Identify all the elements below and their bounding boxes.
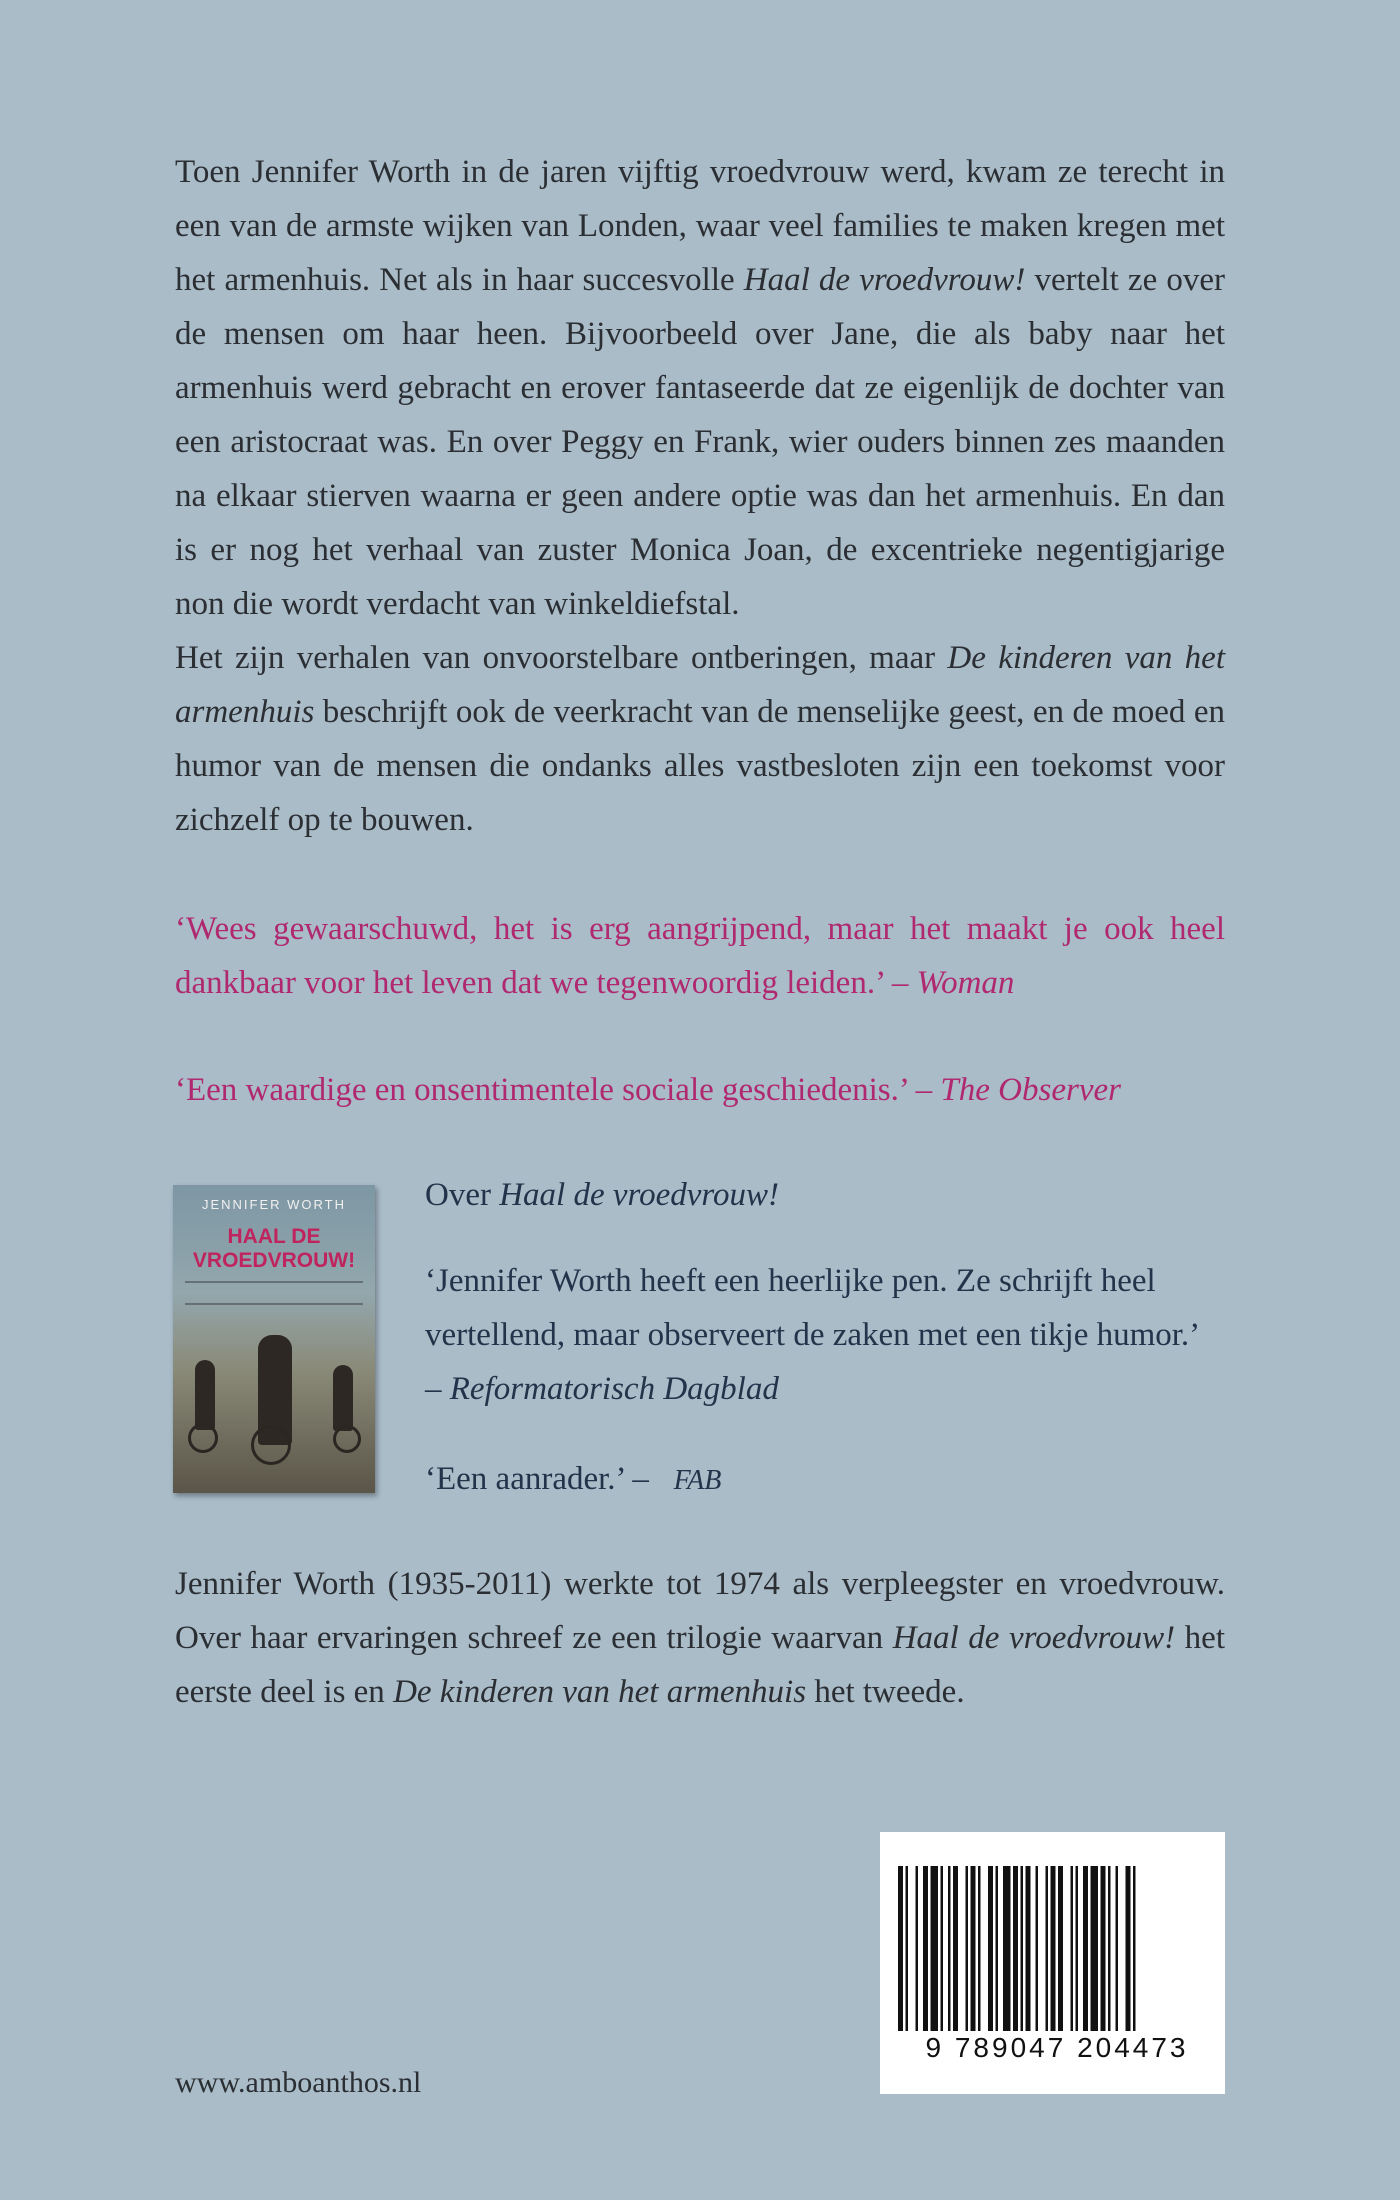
quote-text: ‘Een waardige en onsentimentele sociale geschiedenis.’ – <box>175 1072 941 1108</box>
bicycle-wheel <box>333 1425 361 1453</box>
cyclist-figure <box>195 1360 215 1430</box>
book-title-reference: Haal de vroedvrouw! <box>892 1620 1176 1656</box>
author-bio <box>175 1557 1225 1719</box>
barcode-bar <box>996 1866 999 2031</box>
barcode-bar <box>1036 1866 1039 2031</box>
bicycle-wheel <box>251 1425 291 1465</box>
barcode-bar <box>923 1866 928 2031</box>
barcode-bar <box>1116 1866 1119 2031</box>
book-title-reference: Haal de vroedvrouw! <box>743 262 1026 298</box>
quote-text: ‘Jennifer Worth heeft een heerlijke pen. Ze schrijft heel vertellend, maar observeert de zaken met een tikje humor.’ <box>425 1263 1201 1353</box>
barcode-bar <box>916 1866 919 2031</box>
blurb-text: beschrijft ook de veerkracht van de menselijke geest, en de moed en humor van de mensen die ondanks alles vastbesloten zijn een toekomst voor zichzelf op te bouwen. <box>175 694 1225 838</box>
barcode-bar <box>1003 1866 1011 2031</box>
barcode-bar <box>988 1866 993 2031</box>
mini-cover-author: JENNIFER WORTH <box>201 1197 347 1212</box>
barcode-bar <box>906 1866 909 2031</box>
blurb-text: vertelt ze over de mensen om haar heen. Bijvoorbeeld over Jane, die als baby naar het armenhuis werd gebracht en erover fantaseerde dat ze eigenlijk de dochter van een aristocraat was. En over Peggy en Frank, wier ouders binnen zes maanden na elkaar stierven waarna er geen andere optie was dan het armenhuis. En dan is er nog het verhaal van zuster Monica Joan, de excentrieke negentigjarige non die wordt verdacht van winkeldiefstal. <box>175 262 1225 622</box>
about-previous-book-heading <box>425 1168 1225 1222</box>
isbn-barcode <box>880 1832 1225 2094</box>
barcode-bar <box>1021 1866 1024 2031</box>
barcode-bar <box>978 1866 981 2031</box>
bio-text: het tweede. <box>806 1674 965 1710</box>
book-title-reference: De kinderen van het armenhuis <box>393 1674 807 1710</box>
barcode-bar <box>1058 1866 1063 2031</box>
quote-text: ‘Een aanrader.’ – <box>425 1461 649 1497</box>
barcode-bar <box>1051 1866 1056 2031</box>
quote-text: ‘Wees gewaarschuwd, het is erg aangrijpend, maar het maakt je ook heel dankbaar voor het leven dat we tegenwoordig leiden.’ – <box>175 911 1225 1001</box>
barcode-bar <box>1026 1866 1031 2031</box>
previous-book-quote-2 <box>425 1452 1225 1508</box>
press-quote-observer <box>175 1063 1225 1117</box>
quote-source: Woman <box>916 965 1015 1001</box>
barcode-bar <box>1076 1866 1079 2031</box>
barcode-bars <box>898 1866 1208 2031</box>
barcode-bar <box>953 1866 958 2031</box>
previous-book-cover-image <box>173 1185 375 1493</box>
barcode-bar <box>1046 1866 1049 2031</box>
mini-cover-title: HAAL DE VROEDVROUW! <box>192 1225 356 1272</box>
quote-source: The Observer <box>940 1072 1121 1108</box>
barcode-bar <box>1091 1866 1099 2031</box>
cyclist-figure <box>333 1365 353 1431</box>
barcode-bar <box>948 1866 951 2031</box>
isbn-number: 9 789047 204473 <box>925 2032 1189 2063</box>
blurb-text: Toen Jennifer Worth in de jaren vijftig vroedvrouw werd, kwam ze terecht in een van de armste wijken van Londen, waar veel families te maken kregen met het armenhuis. Net als in haar succesvolle <box>175 154 1225 298</box>
barcode-bar <box>1013 1866 1018 2031</box>
barcode-bar <box>1126 1866 1131 2031</box>
blurb-paragraph-1 <box>175 145 1225 631</box>
bicycle-wheel <box>188 1423 218 1453</box>
press-quote-woman <box>175 902 1225 1010</box>
barcode-bar <box>1083 1866 1088 2031</box>
quote-source: – Reformatorisch Dagblad <box>425 1371 779 1407</box>
bio-text: Jennifer Worth (1935-2011) werkte tot 1974 als verpleegster en vroedvrouw. Over haar ervaringen schreef ze een trilogie waarvan <box>175 1566 1225 1656</box>
barcode-bar <box>931 1866 939 2031</box>
barcode-bar <box>1101 1866 1106 2031</box>
heading-book-title: Haal de vroedvrouw! <box>499 1177 780 1213</box>
publisher-url: www.amboanthos.nl <box>175 2066 422 2099</box>
blurb <box>175 145 1225 847</box>
blurb-paragraph-2 <box>175 631 1225 847</box>
barcode-bar <box>1071 1866 1074 2031</box>
barcode-bar <box>941 1866 944 2031</box>
barcode-bar <box>966 1866 969 2031</box>
barcode-bar <box>898 1866 903 2031</box>
mini-cover-subtitle-band <box>185 1281 363 1305</box>
bio-text: het eerste deel is en <box>175 1620 1225 1710</box>
blurb-text: Het zijn verhalen van onvoorstelbare ontberingen, maar <box>175 640 948 676</box>
heading-prefix: Over <box>425 1177 500 1213</box>
book-title-reference: De kinderen van het armenhuis <box>175 640 1225 730</box>
barcode-bar <box>971 1866 976 2031</box>
quote-source: FAB <box>673 1465 722 1496</box>
previous-book-quote-1 <box>425 1254 1225 1416</box>
barcode-bar <box>1133 1866 1136 2031</box>
barcode-bar <box>1108 1866 1111 2031</box>
